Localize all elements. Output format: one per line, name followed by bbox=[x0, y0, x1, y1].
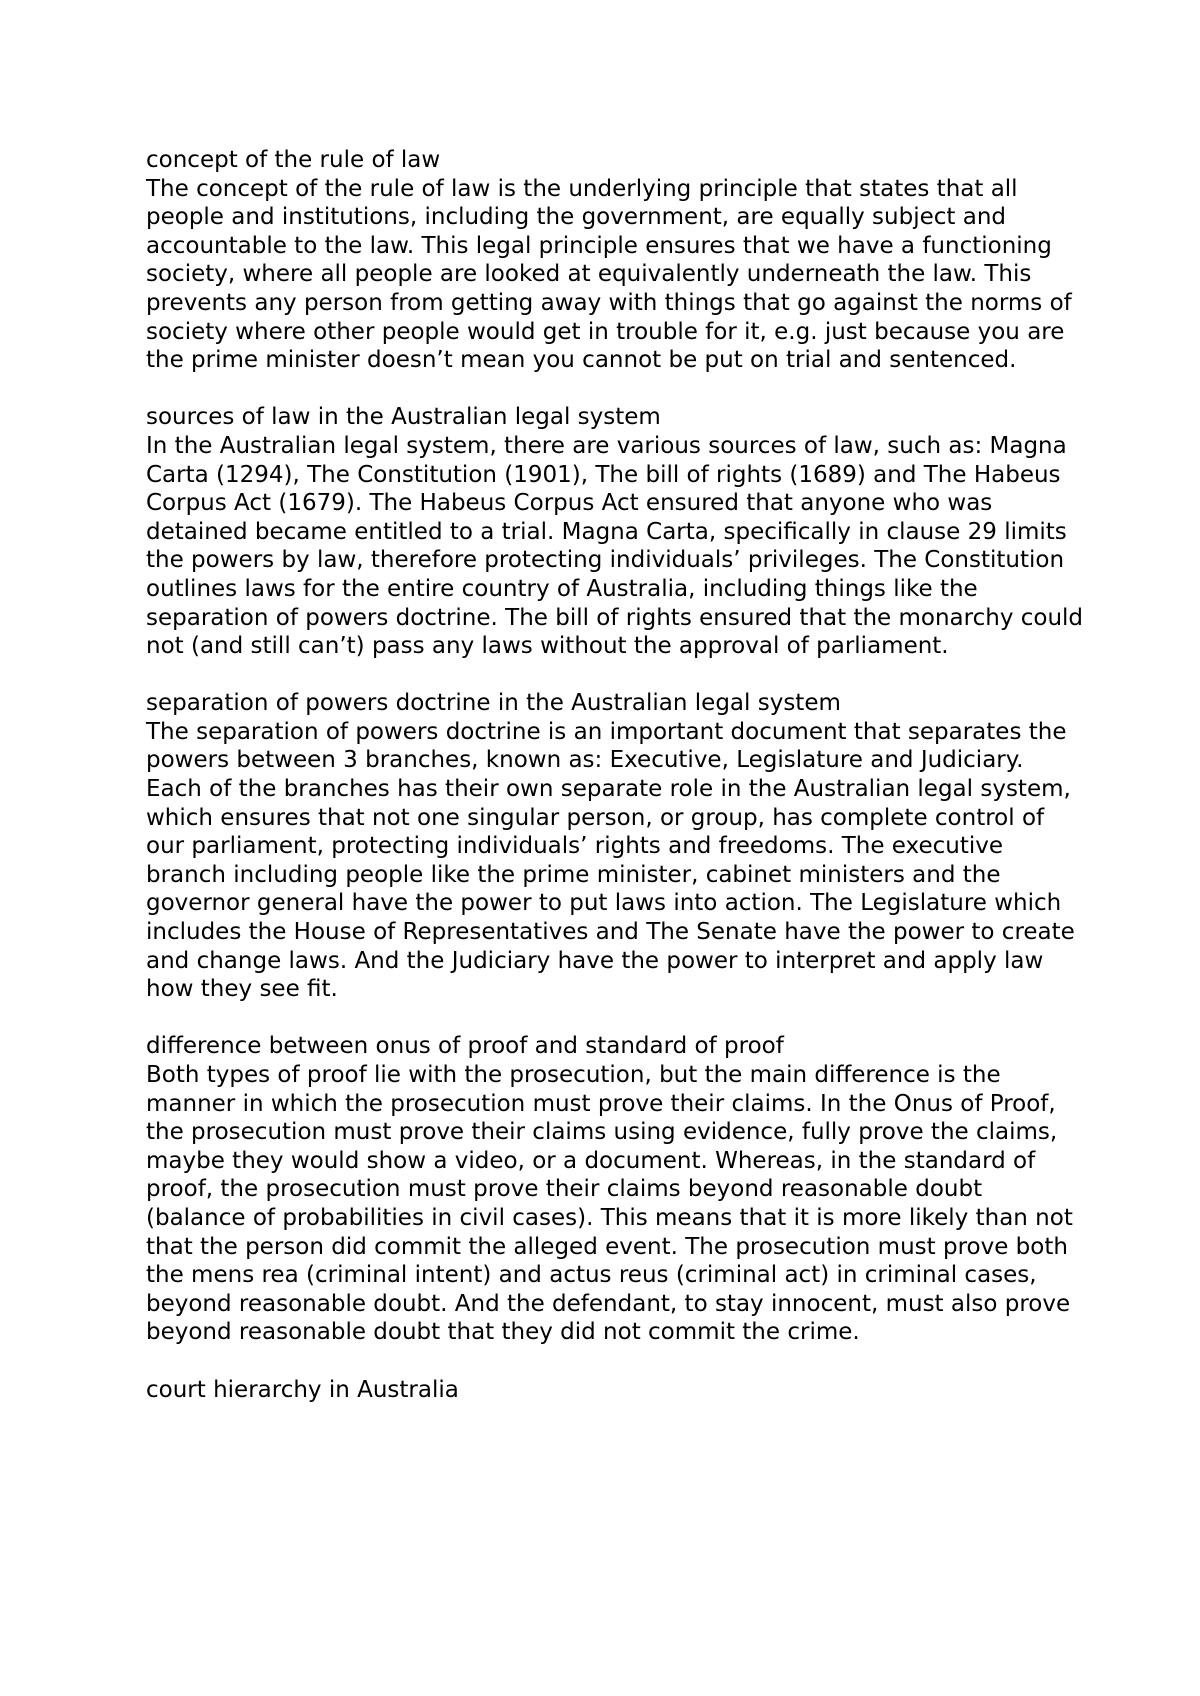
section-separation-of-powers bbox=[146, 689, 1086, 1004]
section-paragraph: The separation of powers doctrine is an important document that separates the powers between 3 branches, known as: Executive, Legislature and Judiciary. Each of the branches has their own separate role in the Australian legal system, which ensures that not one singular person, or group, has complete control of our parliament, protecting individuals’ rights and freedoms. The executive branch including people like the prime minister, cabinet ministers and the governor general have the power to put laws into action. The Legislature which includes the House of Representatives and The Senate have the power to create and change laws. And the Judiciary have the power to interpret and apply law how they see fit. bbox=[146, 718, 1075, 1003]
section-paragraph: In the Australian legal system, there are various sources of law, such as: Magna Carta (1294), The Constitution (1901), The bill of rights (1689) and The Habeus Corpus Act (1679). The Habeus Corpus Act ensured that anyone who was detained became entitled to a trial. Magna Carta, specifically in clause 29 limits the powers by law, therefore protecting individuals’ privileges. The Constitution outlines laws for the entire country of Australia, including things like the separation of powers doctrine. The bill of rights ensured that the monarchy could not (and still can’t) pass any laws without the approval of parliament. bbox=[146, 432, 1084, 660]
section-heading: separation of powers doctrine in the Australian legal system bbox=[146, 690, 841, 717]
section-rule-of-law bbox=[146, 146, 1086, 375]
section-sources-of-law bbox=[146, 403, 1086, 660]
section-paragraph: Both types of proof lie with the prosecution, but the main difference is the manner in which the prosecution must prove their claims. In the Onus of Proof, the prosecution must prove their claims using evidence, fully prove the claims, maybe they would show a video, or a document. Whereas, in the standard of proof, the prosecution must prove their claims beyond reasonable doubt (balance of probabilities in civil cases). This means that it is more likely than not that the person did commit the alleged event. The prosecution must prove both the mens rea (criminal intent) and actus reus (criminal act) in criminal cases, beyond reasonable doubt. And the defendant, to stay innocent, must also prove beyond reasonable doubt that they did not commit the crime. bbox=[146, 1062, 1073, 1346]
section-heading: sources of law in the Australian legal system bbox=[146, 404, 661, 431]
document-content bbox=[146, 146, 1086, 1404]
section-paragraph: The concept of the rule of law is the underlying principle that states that all people and institutions, including the government, are equally subject and accountable to the law. This legal principle ensures that we have a functioning society, where all people are looked at equivalently underneath the law. This prevents any person from getting away with things that go against the norms of society where other people would get in trouble for it, e.g. just because you are the prime minister doesn’t mean you cannot be put on trial and sentenced. bbox=[146, 175, 1072, 374]
section-heading: difference between onus of proof and standard of proof bbox=[146, 1033, 784, 1060]
section-onus-vs-standard-of-proof bbox=[146, 1032, 1086, 1347]
section-heading: concept of the rule of law bbox=[146, 147, 441, 173]
section-heading: court hierarchy in Australia bbox=[146, 1376, 459, 1403]
section-court-hierarchy bbox=[146, 1376, 1086, 1405]
